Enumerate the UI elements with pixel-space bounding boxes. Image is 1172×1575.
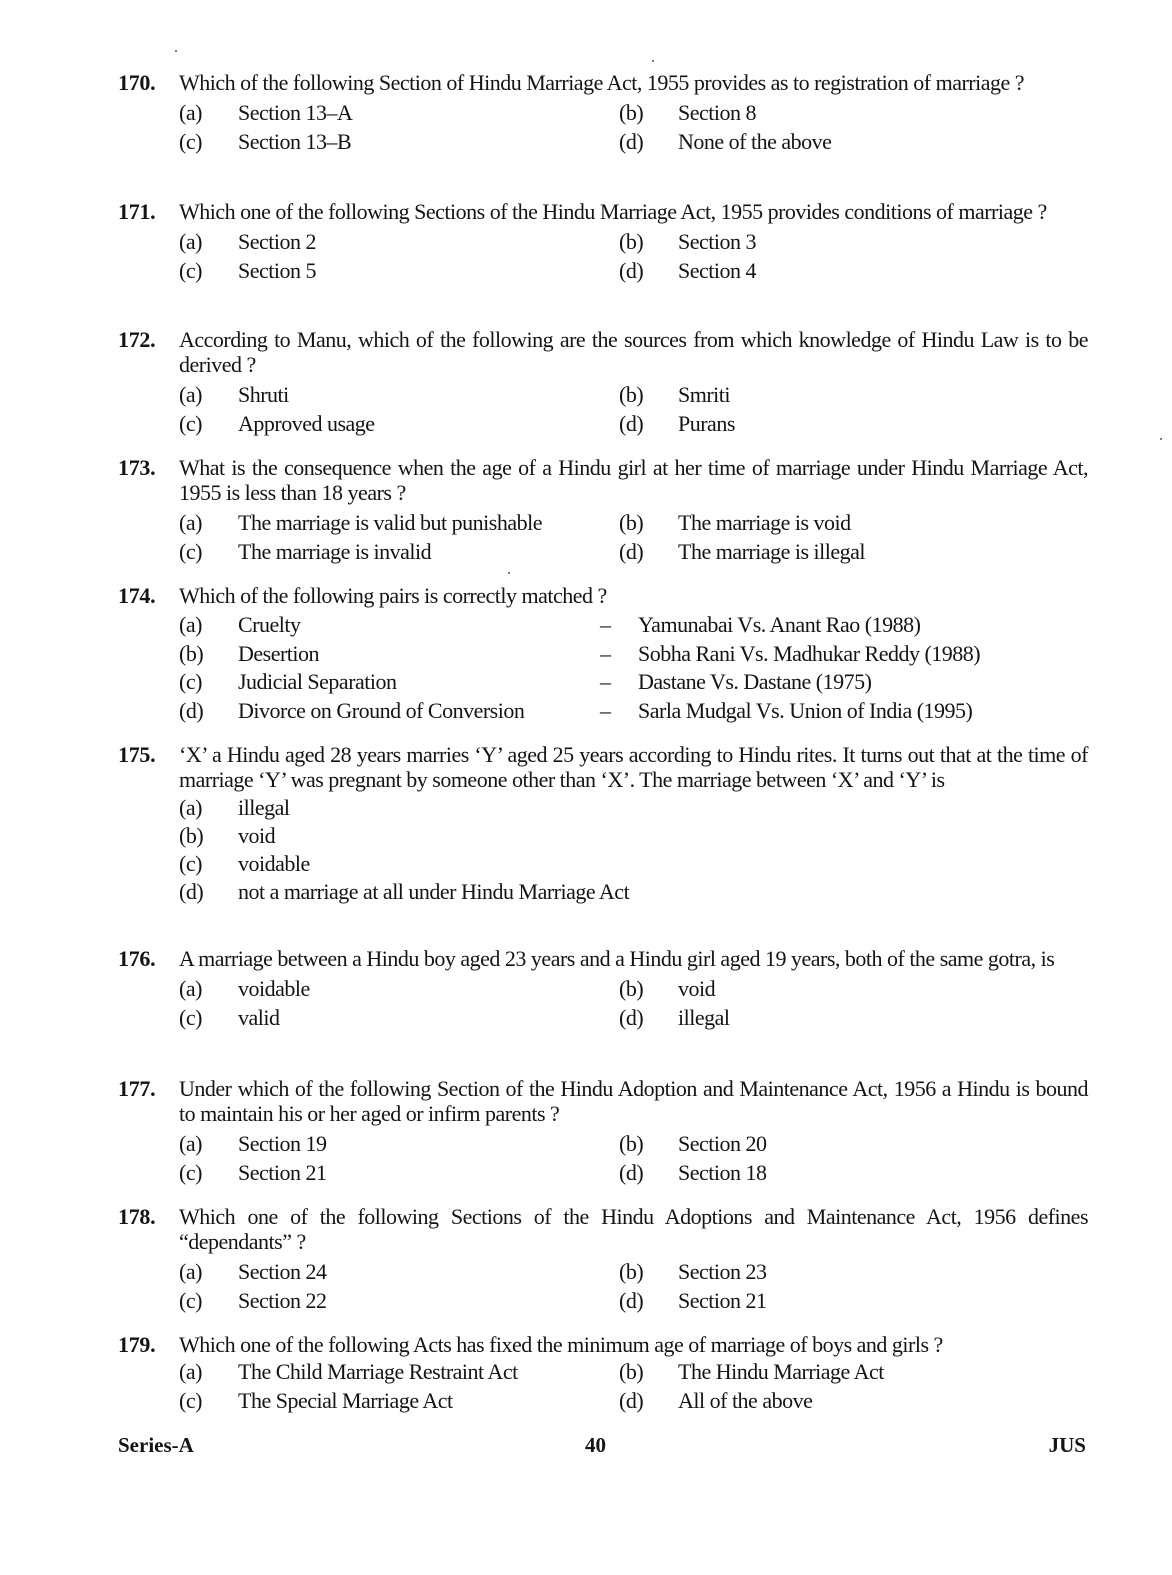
question-179	[118, 1332, 1088, 1415]
options-grid	[179, 380, 1088, 438]
option-b: (b) Section 8	[619, 100, 756, 125]
option-c: (c) Approved usage	[179, 411, 375, 436]
question-number: 175.	[118, 742, 156, 767]
question-number: 172.	[118, 327, 156, 352]
question-172	[118, 327, 1088, 438]
series-label: Series-A	[118, 1433, 194, 1457]
option-b: (b) Smriti	[619, 382, 731, 407]
option-a: (a) The Child Marriage Restraint Act	[179, 1359, 518, 1384]
match-options	[179, 611, 1088, 725]
match-pair-a: (a) Cruelty – Yamunabai Vs. Anant Rao (1988)	[179, 612, 921, 637]
question-text: A marriage between a Hindu boy aged 23 years and a Hindu girl aged 19 years, both of the same gotra, is	[179, 946, 1055, 971]
scan-speck	[652, 60, 654, 62]
match-pair-d: (d) Divorce on Ground of Conversion – Sarla Mudgal Vs. Union of India (1995)	[179, 697, 973, 723]
option-c: (c) Section 22	[179, 1288, 327, 1313]
option-b: (b) Section 23	[619, 1259, 767, 1284]
question-173	[118, 455, 1088, 566]
question-text: Which one of the following Acts has fixed the minimum age of marriage of boys and girls ?	[179, 1332, 943, 1357]
match-pair-c: (c) Judicial Separation – Dastane Vs. Dastane (1975)	[179, 669, 872, 694]
option-c: (c) The marriage is invalid	[179, 539, 432, 564]
option-a: (a) voidable	[179, 976, 310, 1001]
question-number: 179.	[118, 1332, 156, 1357]
options-grid	[179, 1257, 1088, 1315]
option-b: (b) void	[619, 976, 716, 1001]
option-a: (a) illegal	[179, 795, 290, 820]
scan-speck	[175, 50, 177, 52]
question-text: Under which of the following Section of the Hindu Adoption and Maintenance Act, 1956 a Hindu is bound to maintain his or her aged or infirm parents ?	[179, 1076, 1088, 1126]
match-pair-b: (b) Desertion – Sobha Rani Vs. Madhukar Reddy (1988)	[179, 640, 981, 666]
options-grid	[179, 227, 1088, 285]
question-177	[118, 1076, 1088, 1187]
option-d: (d) Section 4	[619, 258, 756, 283]
option-a: (a) The marriage is valid but punishable	[179, 510, 542, 535]
options-grid	[179, 1129, 1088, 1187]
question-number: 174.	[118, 583, 156, 608]
option-c: (c) voidable	[179, 851, 310, 876]
option-d: (d) The marriage is illegal	[619, 539, 866, 564]
question-178	[118, 1204, 1088, 1315]
question-number: 171.	[118, 199, 156, 224]
question-number: 173.	[118, 455, 156, 480]
question-text: Which of the following Section of Hindu Marriage Act, 1955 provides as to registration of marriage ?	[179, 70, 1025, 95]
question-number: 177.	[118, 1076, 156, 1101]
question-170	[118, 70, 1088, 156]
options-grid	[179, 98, 1088, 156]
options-grid	[179, 1357, 1088, 1415]
option-d: (d) Section 21	[619, 1288, 767, 1313]
paper-code: JUS	[1048, 1433, 1086, 1457]
option-b: (b) The Hindu Marriage Act	[619, 1359, 884, 1384]
page-number: 40	[585, 1433, 606, 1457]
option-c: (c) Section 5	[179, 258, 316, 283]
option-a: (a) Section 13–A	[179, 100, 353, 125]
option-c: (c) Section 21	[179, 1160, 327, 1185]
question-text: Which one of the following Sections of the Hindu Adoptions and Maintenance Act, 1956 defines “dependants” ?	[179, 1204, 1088, 1254]
option-b: (b) Section 3	[619, 229, 756, 254]
question-text: ‘X’ a Hindu aged 28 years marries ‘Y’ aged 25 years according to Hindu rites. It turns out that at the time of marriage ‘Y’ was pregnant by someone other than ‘X’. The marriage between ‘X’ and ‘Y’ is	[179, 742, 1088, 792]
option-a: (a) Section 19	[179, 1131, 327, 1156]
question-text: According to Manu, which of the following are the sources from which knowledge of Hindu Law is to be derived ?	[179, 327, 1088, 377]
options-grid	[179, 508, 1088, 566]
option-a: (a) Shruti	[179, 382, 289, 407]
question-text: What is the consequence when the age of a Hindu girl at her time of marriage under Hindu Marriage Act, 1955 is less than 18 years ?	[179, 455, 1088, 505]
page-footer	[118, 1430, 1086, 1460]
option-c: (c) The Special Marriage Act	[179, 1388, 453, 1413]
question-number: 176.	[118, 946, 156, 971]
question-text: Which one of the following Sections of the Hindu Marriage Act, 1955 provides conditions of marriage ?	[179, 199, 1047, 224]
option-a: (a) Section 24	[179, 1259, 327, 1284]
option-b: (b) void	[179, 823, 276, 848]
options-list	[179, 794, 1088, 906]
question-176	[118, 946, 1088, 1032]
question-171	[118, 199, 1088, 285]
option-d: (d) not a marriage at all under Hindu Marriage Act	[179, 879, 630, 904]
question-174	[118, 583, 1088, 725]
option-d: (d) None of the above	[619, 129, 832, 154]
option-c: (c) Section 13–B	[179, 129, 352, 154]
option-d: (d) Purans	[619, 411, 735, 436]
option-b: (b) Section 20	[619, 1131, 767, 1156]
option-c: (c) valid	[179, 1005, 280, 1030]
options-grid	[179, 974, 1088, 1032]
question-text: Which of the following pairs is correctly matched ?	[179, 583, 607, 608]
option-b: (b) The marriage is void	[619, 510, 851, 535]
option-d: (d) Section 18	[619, 1160, 767, 1185]
option-d: (d) illegal	[619, 1005, 730, 1030]
question-number: 178.	[118, 1204, 156, 1229]
question-number: 170.	[118, 70, 156, 95]
question-175	[118, 742, 1088, 906]
scan-speck	[1160, 438, 1162, 440]
option-d: (d) All of the above	[619, 1388, 813, 1413]
option-a: (a) Section 2	[179, 229, 316, 254]
scan-speck	[508, 572, 510, 574]
